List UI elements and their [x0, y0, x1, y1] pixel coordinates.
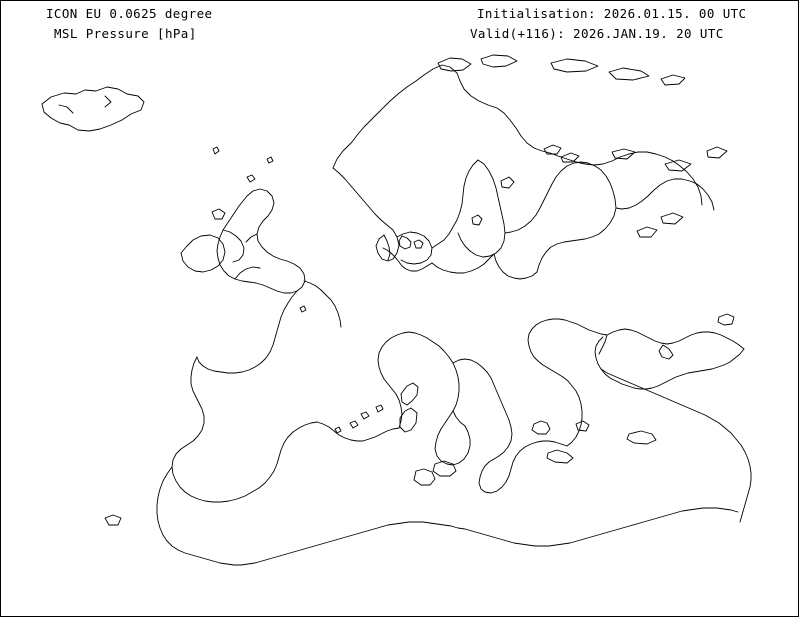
scotland-firths: [223, 230, 244, 262]
arctic-russia-inlet: [707, 147, 727, 158]
valid-time-label: Valid(+116): 2026.JAN.19. 20 UTC: [470, 26, 724, 41]
lake-onega: [661, 213, 683, 224]
sea-of-azov: [718, 314, 734, 325]
balearic-mallorca: [350, 421, 358, 428]
balkans-greece-coast: [453, 359, 567, 493]
oslofjord-skagerrak: [397, 232, 432, 264]
arctic-island-north-2: [481, 55, 517, 67]
jutland-west: [384, 235, 390, 260]
wales-bristol-channel: [235, 267, 260, 279]
northumbria-coast: [246, 234, 257, 242]
iceland-fjord-1: [59, 105, 73, 113]
black-sea-north-coast: [607, 329, 744, 349]
finland-coast: [505, 162, 616, 233]
gulf-of-finland-baltic-coast: [537, 208, 616, 272]
scandinavia-arctic-coast: [333, 65, 702, 205]
low-countries-coast: [304, 281, 341, 327]
model-label: ICON EU 0.0625 degree: [46, 6, 213, 21]
gotland-island: [472, 215, 482, 225]
shetland-islands: [267, 157, 273, 163]
tunisia-gulf: [414, 469, 435, 485]
field-label: MSL Pressure [hPa]: [54, 26, 197, 41]
italy-adriatic-inner: [453, 411, 465, 426]
corsica-island: [401, 383, 418, 405]
novaya-zemlya-south: [661, 75, 685, 85]
peloponnese-fragment: [532, 421, 550, 434]
bornholm-gotland-island: [414, 240, 423, 248]
italy-peninsula-coast: [403, 332, 470, 465]
europe-coastline-map: [1, 1, 798, 616]
arctic-island-north-4: [609, 68, 649, 80]
arctic-island-north: [438, 58, 471, 71]
north-africa-coast: [157, 467, 738, 565]
arctic-island-north-3: [551, 59, 598, 72]
balearic-menorca: [361, 412, 369, 419]
white-sea-inlet: [665, 160, 691, 171]
cyprus-island: [627, 431, 656, 444]
lake-ladoga: [637, 227, 657, 237]
ireland-coast: [181, 235, 225, 272]
gulf-of-lion-french-riviera: [378, 333, 403, 428]
black-sea-south-coast: [595, 337, 744, 389]
lapland-lake: [544, 145, 561, 154]
latvia-lithuania-coast: [494, 254, 537, 279]
sweden-baltic-coast: [458, 160, 505, 257]
channel-island: [300, 306, 306, 312]
france-atlantic-coast: [197, 291, 297, 373]
outer-hebrides: [212, 209, 225, 219]
western-med-island: [376, 405, 383, 412]
kola-lake: [612, 149, 635, 159]
crete-island: [547, 450, 573, 463]
great-britain-coast: [217, 189, 305, 293]
iceland-fjord-2: [105, 96, 111, 107]
iberian-peninsula-coast: [172, 357, 317, 502]
aland-island: [501, 177, 514, 188]
sardinia-island: [400, 408, 417, 432]
aegean-turkey-west-coast: [528, 319, 607, 446]
orkney-islands: [247, 175, 255, 182]
sweden-west-coast: [432, 160, 478, 248]
rhodes-island: [576, 421, 589, 431]
initialisation-label: Initialisation: 2026.01.15. 00 UTC: [477, 6, 747, 21]
white-sea-kola-coast: [616, 179, 714, 210]
zealand-island: [399, 236, 411, 249]
crimea-peninsula: [659, 345, 673, 359]
levant-coast: [601, 369, 751, 522]
faroe-islands: [213, 147, 219, 154]
marmara-link: [599, 335, 607, 354]
iceland-coast: [42, 87, 144, 131]
azores-madeira-island: [105, 515, 121, 525]
